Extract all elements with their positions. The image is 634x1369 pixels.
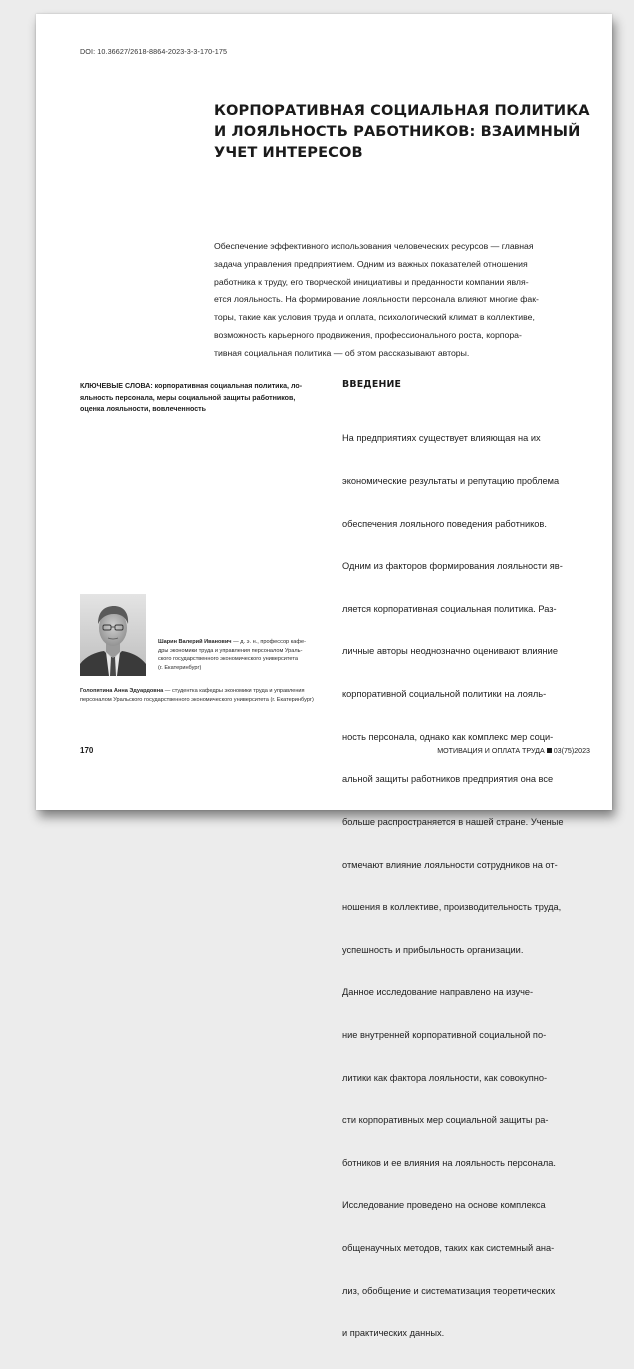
body-line: корпоративной социальной политики на лояль-: [342, 689, 547, 700]
abstract-line: тивная социальная политика — об этом рассказывают авторы.: [214, 347, 470, 358]
journal-name: МОТИВАЦИЯ И ОПЛАТА ТРУДА: [437, 747, 545, 755]
body-text: [342, 403, 600, 1369]
body-line: и практических данных.: [342, 1328, 445, 1339]
body-line: ношения в коллективе, производительность труда,: [342, 902, 562, 913]
page-number: 170: [80, 746, 94, 755]
body-line: обеспечения лояльного поведения работников.: [342, 518, 547, 529]
body-line: личные авторы неоднозначно оценивают влияние: [342, 646, 558, 657]
section-heading: ВВЕДЕНИЕ: [342, 379, 402, 390]
body-line: альной защиты работников предприятия она все: [342, 774, 554, 785]
body-line: Исследование проведено на основе комплекса: [342, 1200, 546, 1211]
author1-desc: ского государственного экономического университета: [158, 656, 298, 663]
body-line: сти корпоративных мер социальной защиты ра-: [342, 1115, 549, 1126]
author1-desc: (г. Екатеринбург): [158, 664, 202, 671]
abstract-line: торы, такие как условия труда и оплата, психологический климат в коллективе,: [214, 312, 535, 323]
body-line: литики как фактора лояльности, как совокупно-: [342, 1072, 548, 1083]
body-line: ботников и ее влияния на лояльность персонала.: [342, 1157, 556, 1168]
keywords: [80, 381, 320, 416]
keywords-line: яльность персонала, меры социальной защиты работников,: [80, 393, 296, 402]
author2-desc: персоналом Уральского государственного экономического университета (г. Екатеринбург): [80, 696, 314, 703]
abstract-line: возможность карьерного продвижения, профессионального роста, корпора-: [214, 329, 522, 340]
author2-desc: — студентка кафедры экономики труда и управления: [163, 688, 305, 694]
body-line: больше распространяется в нашей стране. Ученые: [342, 816, 564, 827]
author-portrait-image: [80, 594, 146, 676]
abstract-line: ется лояльность. На формирование лояльности персонала влияют многие фак-: [214, 294, 539, 305]
body-line: На предприятиях существует влияющая на их: [342, 433, 541, 444]
body-line: ние внутренней корпоративной социальной по-: [342, 1029, 547, 1040]
abstract-line: задача управления предприятием. Одним из важных показателей отношения: [214, 258, 528, 269]
body-line: общенаучных методов, таких как системный ана-: [342, 1242, 555, 1253]
keywords-line: КЛЮЧЕВЫЕ СЛОВА: корпоративная социальная политика, ло-: [80, 382, 303, 390]
body-line: Одним из факторов формирования лояльности яв-: [342, 561, 563, 572]
abstract-line: Обеспечение эффективного использования человеческих ресурсов — главная: [214, 241, 534, 251]
author1-name: Шарин Валерий Иванович: [158, 639, 232, 645]
title-line: УЧЕТ ИНТЕРЕСОВ: [214, 144, 363, 161]
abstract: [214, 238, 592, 363]
journal-page: [36, 14, 612, 1339]
author2-info: [80, 687, 350, 704]
body-line: ность персонала, однако как комплекс мер соци-: [342, 731, 554, 742]
square-separator-icon: [547, 748, 552, 753]
abstract-line: работника к труду, его творческой инициативы и преданности компании явля-: [214, 276, 529, 287]
author-photo: [80, 594, 146, 676]
body-line: отмечают влияние лояльности сотрудников на от-: [342, 859, 558, 870]
body-line: лиз, обобщение и систематизация теоретических: [342, 1285, 556, 1296]
issue-number: 03(75)2023: [553, 747, 590, 755]
article-title: [214, 100, 594, 163]
title-line: И ЛОЯЛЬНОСТЬ РАБОТНИКОВ: ВЗАИМНЫЙ: [214, 123, 581, 140]
body-line: экономические результаты и репутацию проблема: [342, 476, 560, 487]
body-line: ляется корпоративная социальная политика. Раз-: [342, 603, 557, 614]
author2-name: Голопятина Анна Эдуардовна: [80, 688, 164, 694]
running-footer: [437, 747, 590, 755]
author1-info: [158, 638, 328, 672]
doi-label: DOI: 10.36627/2618-8864-2023-3-3-170-175: [80, 47, 228, 56]
title-line: КОРПОРАТИВНАЯ СОЦИАЛЬНАЯ ПОЛИТИКА: [214, 102, 590, 119]
body-line: Данное исследование направлено на изуче-: [342, 987, 534, 998]
author1-desc: — д. э. н., профессор кафе-: [231, 639, 306, 645]
keywords-line: оценка лояльности, вовлеченность: [80, 405, 206, 414]
author1-desc: дры экономики труда и управления персоналом Ураль-: [158, 647, 303, 654]
body-line: успешность и прибыльность организации.: [342, 944, 524, 955]
